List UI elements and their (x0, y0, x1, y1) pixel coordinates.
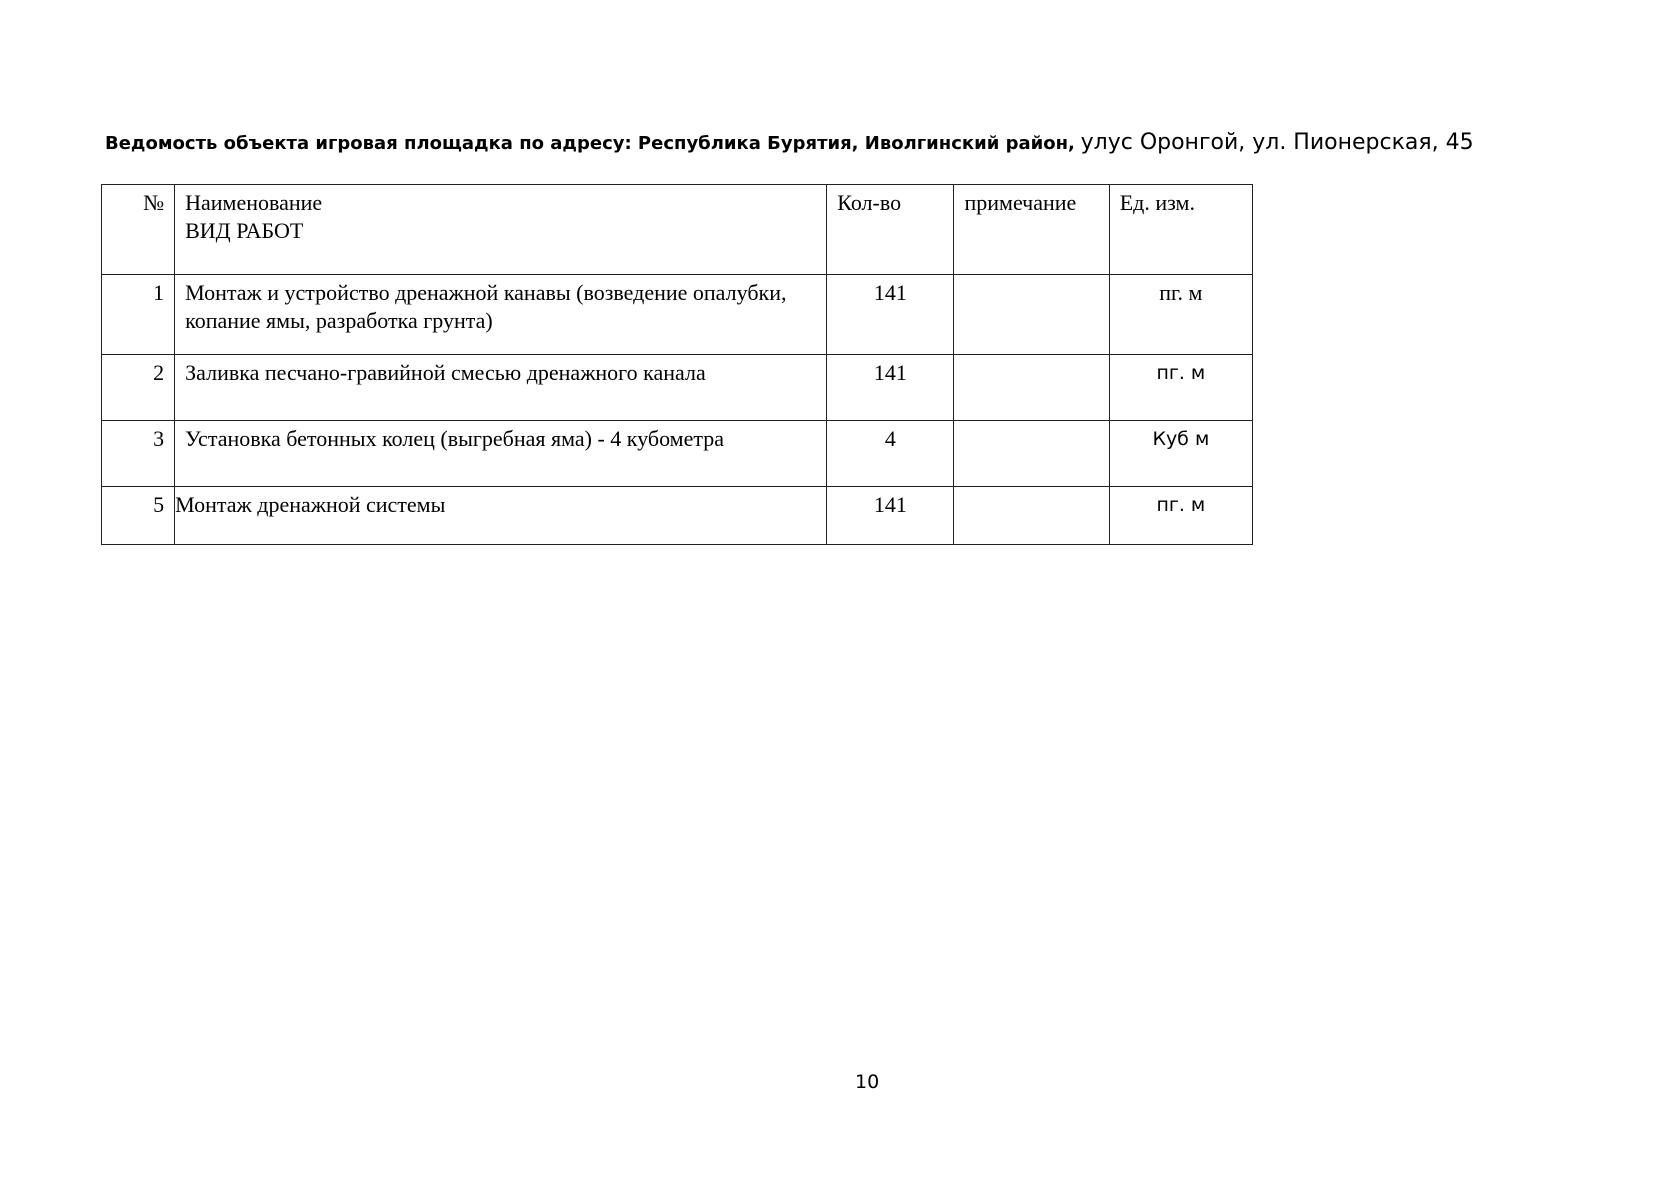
header-name (175, 185, 827, 275)
table-row (102, 275, 1253, 355)
row-num: 2 (102, 355, 175, 421)
row-name: Установка бетонных колец (выгребная яма) - 4 кубометра (175, 421, 827, 487)
header-qty: Кол-во (827, 185, 954, 275)
document-title-address: улус Оронгой, ул. Пионерская, 45 (1080, 130, 1474, 155)
row-num: 3 (102, 421, 175, 487)
row-num: 5 (102, 487, 175, 545)
row-name: Монтаж дренажной системы (175, 487, 827, 545)
works-table (101, 184, 1253, 545)
header-unit: Ед. изм. (1109, 185, 1252, 275)
row-num: 1 (102, 275, 175, 355)
row-name: Монтаж и устройство дренажной канавы (возведение опалубки, копание ямы, разработка грунта) (175, 275, 827, 355)
table-row (102, 421, 1253, 487)
header-note: примечание (954, 185, 1109, 275)
row-unit: пг. м (1109, 487, 1252, 545)
row-note (954, 421, 1109, 487)
page-number: 10 (855, 1071, 880, 1093)
document-title-bold: Ведомость объекта игровая площадка по адресу: Республика Бурятия, Иволгинский район, (105, 133, 1075, 154)
row-unit: пг. м (1109, 355, 1252, 421)
row-qty: 4 (827, 421, 954, 487)
header-name-line1: Наименование (185, 190, 323, 215)
table-row (102, 355, 1253, 421)
row-qty: 141 (827, 355, 954, 421)
row-unit: Куб м (1109, 421, 1252, 487)
table-row (102, 487, 1253, 545)
row-qty: 141 (827, 275, 954, 355)
row-name: Заливка песчано-гравийной смесью дренажного канала (175, 355, 827, 421)
document-title (105, 127, 1665, 160)
header-num: № (102, 185, 175, 275)
row-qty: 141 (827, 487, 954, 545)
row-unit: пг. м (1109, 275, 1252, 355)
row-note (954, 355, 1109, 421)
row-note (954, 275, 1109, 355)
header-name-line2: ВИД РАБОТ (185, 218, 304, 243)
row-note (954, 487, 1109, 545)
table-header-row (102, 185, 1253, 275)
